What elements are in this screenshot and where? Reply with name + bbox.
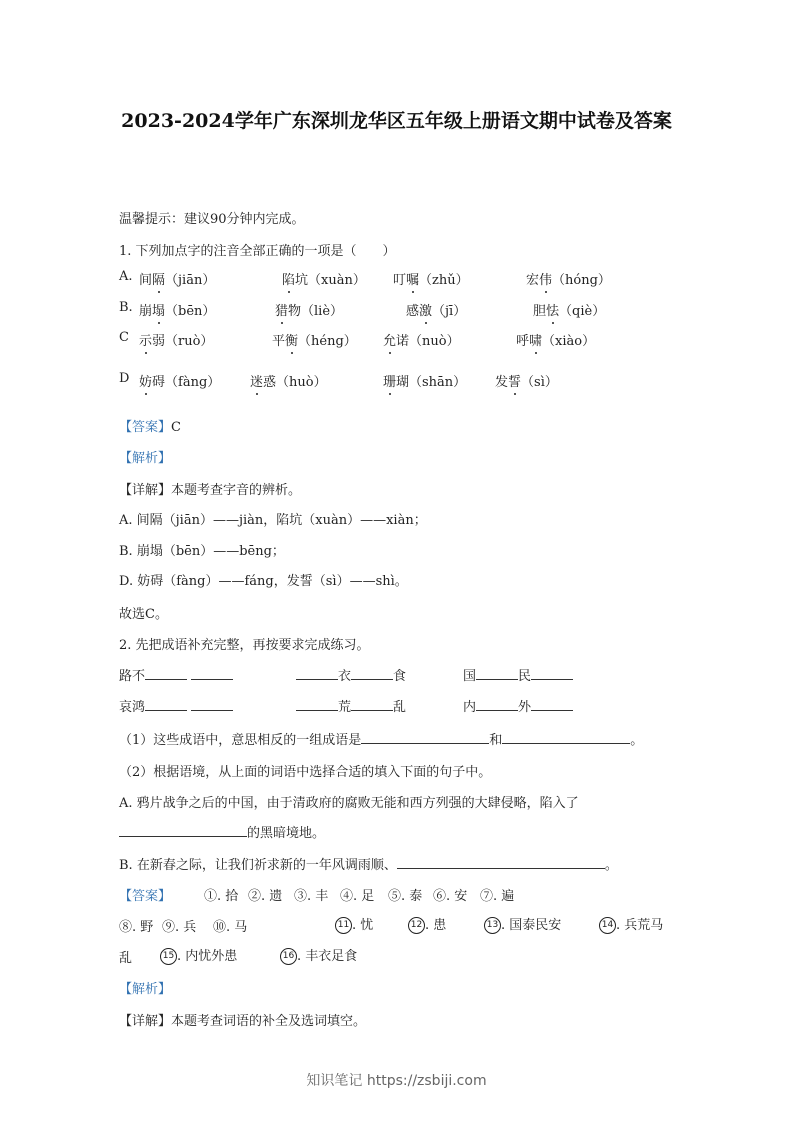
dotted-char: 珊 [383, 371, 396, 390]
circled-number: 16 [280, 948, 297, 965]
q2-analysis-tag: 【解析】 [119, 982, 172, 997]
dotted-char: 陷 [282, 269, 295, 288]
answer-item: ⑥. 安 [433, 889, 468, 904]
option-label: C [119, 330, 129, 345]
answer-item: ⑩. 马 [213, 920, 248, 935]
footer-watermark: 知识笔记 https://zsbiji.com [306, 1073, 487, 1089]
option-word: 猎物（liè） [275, 300, 343, 319]
circled-number: 14 [599, 917, 616, 934]
answer-item: ⑦. 遍 [480, 889, 515, 904]
dotted-char: 隔 [152, 269, 165, 288]
dotted-char: 妨 [139, 371, 152, 390]
answer-item: 16 . 丰衣足食 [280, 945, 357, 965]
answer-item: ⑨. 兵 [162, 920, 197, 935]
option-word: 珊瑚（shān） [383, 371, 466, 390]
circled-number: 11 [335, 917, 352, 934]
idiom-6: 内 外 [463, 696, 573, 715]
answer-tag: 【答案】C [119, 420, 181, 435]
detail-a: A. 间隔（jiān）——jiàn，陷坑（xuàn）——xiàn； [119, 513, 427, 528]
q2-detail-line: 【详解】本题考查词语的补全及选词填空。 [119, 1014, 367, 1029]
detail-b: B. 崩塌（bēn）——bēng； [119, 544, 285, 559]
sub-question-1: （1）这些成语中，意思相反的一组成语是 和 。 [119, 733, 644, 748]
sentence-b: B. 在新春之际，让我们祈求新的一年风调雨顺、 。 [119, 858, 618, 873]
q2-answer-tag: 【答案】 [119, 889, 172, 904]
dotted-char: 激 [419, 300, 432, 319]
idiom-5: 荒 乱 [296, 696, 406, 715]
dotted-char: 伟 [539, 269, 552, 288]
answer-item: ③. 丰 [294, 889, 329, 904]
detail-line: 【详解】本题考查字音的辨析。 [119, 483, 302, 498]
option-word: 妨碍（fàng） [139, 371, 220, 390]
answer-continuation: 乱 [119, 951, 133, 966]
tip-text: 温馨提示：建议90分钟内完成。 [119, 212, 305, 227]
option-word: 崩塌（bēn） [139, 300, 215, 319]
option-word: 胆怯（qiè） [533, 300, 605, 319]
analysis-tag: 【解析】 [119, 451, 172, 466]
circled-number: 13 [484, 917, 501, 934]
answer-item: 13 . 国泰民安 [484, 914, 561, 934]
option-label: D [119, 371, 130, 386]
option-word: 叮嘱（zhǔ） [393, 269, 469, 288]
dotted-char: 猎 [275, 300, 288, 319]
option-word: 示弱（ruò） [139, 330, 213, 349]
answer-item: 12 . 患 [408, 914, 446, 934]
dotted-char: 啸 [529, 330, 542, 349]
answer-item: ⑧. 野 [119, 920, 154, 935]
answer-item: 14 . 兵荒马 [599, 914, 663, 934]
dotted-char: 怯 [546, 300, 559, 319]
option-word: 感激（jī） [406, 300, 466, 319]
idiom-1: 路不 [119, 665, 233, 684]
sentence-a-end: 的黑暗境地。 [119, 822, 325, 841]
circled-number: 15 [160, 948, 177, 965]
dotted-char: 迷 [250, 371, 263, 390]
option-label: A. [119, 269, 133, 284]
option-word: 平衡（héng） [272, 330, 357, 349]
dotted-char: 嘱 [406, 269, 419, 288]
dotted-char: 示 [139, 330, 152, 349]
option-word: 宏伟（hóng） [526, 269, 611, 288]
answer-value: C [171, 420, 181, 435]
circled-number: 12 [408, 917, 425, 934]
option-word: 间隔（jiān） [139, 269, 215, 288]
option-word: 呼啸（xiào） [516, 330, 595, 349]
dotted-char: 衡 [285, 330, 298, 349]
answer-item: ④. 足 [340, 889, 375, 904]
dotted-char: 允 [383, 330, 396, 349]
conclusion: 故选C。 [119, 607, 168, 622]
answer-item: ②. 遗 [248, 889, 283, 904]
question-2-stem: 2. 先把成语补充完整，再按要求完成练习。 [119, 638, 370, 653]
dotted-char: 誓 [508, 371, 521, 390]
page-title: 2023-2024学年广东深圳龙华区五年级上册语文期中试卷及答案 [121, 110, 672, 132]
question-1-stem: 1. 下列加点字的注音全部正确的一项是（ ） [119, 244, 396, 259]
idiom-2: 衣 食 [296, 665, 406, 684]
sentence-a: A. 鸦片战争之后的中国，由于清政府的腐败无能和西方列强的大肆侵略，陷入了 [119, 796, 579, 811]
answer-item: 11 . 忧 [335, 914, 373, 934]
option-word: 发誓（sì） [495, 371, 558, 390]
sub-question-2: （2）根据语境，从上面的词语中选择合适的填入下面的句子中。 [119, 765, 492, 780]
option-word: 陷坑（xuàn） [282, 269, 366, 288]
answer-item: ⑤. 泰 [388, 889, 423, 904]
idiom-4: 哀鸿 [119, 696, 233, 715]
idiom-3: 国 民 [463, 665, 573, 684]
option-label: B. [119, 300, 133, 315]
option-word: 迷惑（huò） [250, 371, 327, 390]
answer-item: 15 . 内忧外患 [160, 945, 237, 965]
option-word: 允诺（nuò） [383, 330, 460, 349]
dotted-char: 塌 [152, 300, 165, 319]
answer-item: ①. 拾 [204, 889, 239, 904]
detail-d: D. 妨碍（fàng）——fáng，发誓（sì）——shì。 [119, 574, 408, 589]
